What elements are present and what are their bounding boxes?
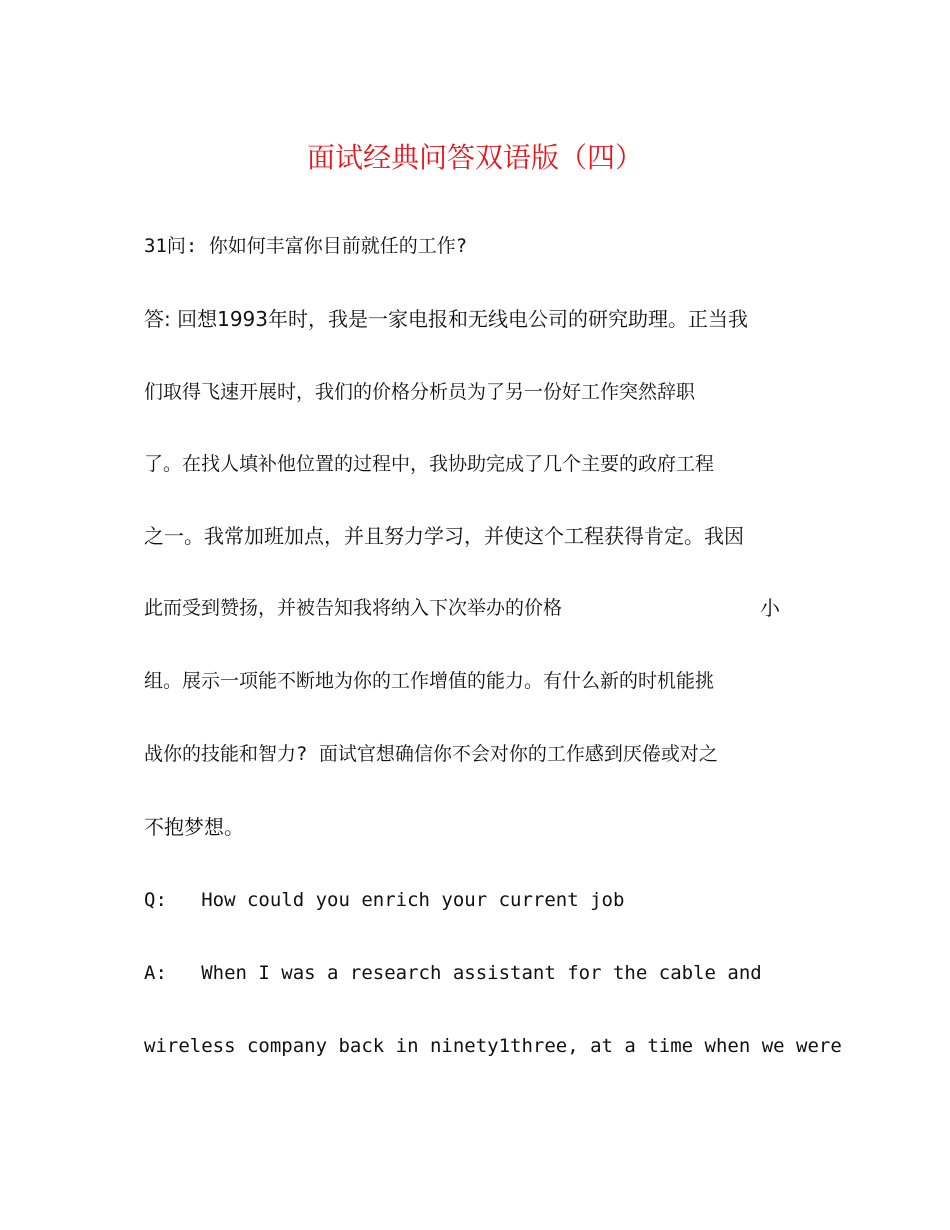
answer-zh-line-4: 之一。我常加班加点，并且努力学习，并使这个工程获得肯定。我因 xyxy=(144,524,744,548)
answer-zh-line-2: 们取得飞速开展时，我们的价格分析员为了另一份好工作突然辞职 xyxy=(144,381,696,403)
question-en: Q: How could you enrich your current job xyxy=(144,889,625,911)
answer-zh-line-1: 答: 回想1993年时，我是一家电报和无线电公司的研究助理。正当我 xyxy=(144,307,748,331)
answer-en-line-2: wireless company back in ninety1three, at a time when we were xyxy=(144,1035,842,1057)
answer-zh-line-5-tail: 小 xyxy=(760,596,780,620)
question-zh: 31问: 你如何丰富你目前就任的工作? xyxy=(144,235,468,257)
page-title: 面试经典问答双语版（四） xyxy=(306,141,643,174)
answer-zh-line-5: 此而受到赞扬，并被告知我将纳入下次举办的价格 xyxy=(144,597,563,619)
answer-zh-line-7: 战你的技能和智力? 面试官想确信你不会对你的工作感到厌倦或对之 xyxy=(144,743,718,765)
answer-en-line-1: A: When I was a research assistant for the cable and xyxy=(144,962,762,984)
answer-zh-line-6: 组。展示一项能不断地为你的工作增值的能力。有什么新的时机能挑 xyxy=(144,670,715,692)
answer-zh-line-8: 不抱梦想。 xyxy=(144,815,244,839)
answer-zh-line-3: 了。在找人填补他位置的过程中，我协助完成了几个主要的政府工程 xyxy=(144,453,715,475)
